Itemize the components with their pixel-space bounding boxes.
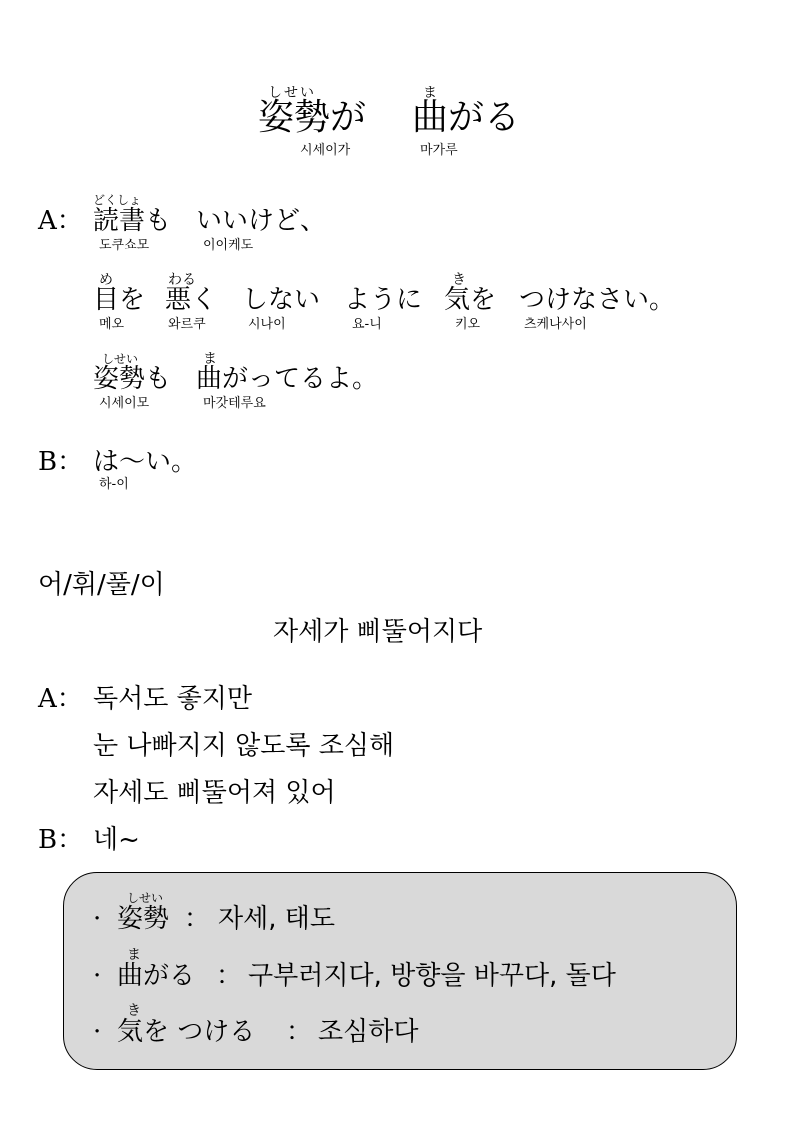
vocab-word-2: 曲がる	[117, 961, 196, 991]
line1-reading-2: 이이케도	[203, 238, 254, 253]
vocab-furigana-2: ま	[127, 947, 141, 963]
translation-title: 자세가 삐뚤어지다	[273, 617, 483, 647]
translation-line-2: 눈 나빠지지 않도록 조심해	[93, 731, 395, 761]
line2-reading-6: 츠케나사이	[524, 317, 587, 332]
vocab-bullet-1: ·	[93, 904, 102, 934]
line3-furigana-shisei: しせい	[102, 352, 139, 366]
line3-reading-1: 시세이모	[99, 396, 150, 411]
vocab-heading: 어/휘/풀/이	[38, 570, 165, 600]
line3-word-2: 曲がってるよ。	[196, 364, 379, 394]
translation-line-1: 독서도 좋지만	[93, 684, 252, 714]
title-furigana-ma: ま	[423, 85, 437, 101]
line2-word-3: しない	[242, 285, 321, 315]
line3-reading-2: 마갓테루요	[203, 396, 266, 411]
vocab-meaning-3: 조심하다	[318, 1017, 419, 1047]
line2-reading-5: 키오	[455, 317, 481, 332]
vocab-furigana-1: しせい	[127, 891, 164, 905]
vocab-meaning-2: 구부러지다, 방향을 바꾸다, 돌다	[248, 961, 616, 991]
line2-furigana-me: め	[99, 272, 113, 288]
vocab-meaning-1: 자세, 태도	[218, 904, 335, 934]
vocab-bullet-2: ·	[93, 961, 102, 991]
line2-word-1: 目を	[93, 285, 146, 315]
title-reading-2: 마가루	[420, 143, 458, 158]
line2-reading-3: 시나이	[248, 317, 286, 332]
vocab-word-1: 姿勢	[117, 904, 170, 934]
translation-b-line: 네~	[93, 825, 140, 855]
line2-word-6: つけなさい。	[519, 285, 676, 315]
vocab-sep-2: ：	[216, 961, 243, 991]
line2-reading-2: 와르쿠	[168, 317, 206, 332]
line2-furigana-waru: わる	[168, 272, 196, 288]
vocab-furigana-3: き	[127, 1003, 141, 1019]
title-furigana-shisei: しせい	[268, 85, 316, 101]
line2-word-5: 気を	[444, 285, 497, 315]
title-reading-1: 시세이가	[300, 143, 351, 158]
translation-speaker-b: B：	[38, 825, 84, 855]
line2-furigana-ki: き	[452, 272, 466, 288]
line2-reading-4: 요-니	[352, 317, 382, 332]
line3-furigana-ma: ま	[203, 351, 217, 367]
translation-line-3: 자세도 삐뚤어져 있어	[93, 778, 336, 808]
speaker-b-label: B：	[38, 447, 84, 477]
line1-reading-1: 도쿠쇼모	[99, 238, 150, 253]
vocab-sep-3: ：	[286, 1017, 313, 1047]
line4-reading-1: 하-이	[99, 477, 129, 492]
line1-furigana: どくしょ	[93, 193, 142, 207]
line3-word-1: 姿勢も	[93, 364, 172, 394]
page-title-part1: 姿勢が	[258, 97, 367, 138]
line1-word-2: いいけど、	[196, 206, 327, 236]
line2-word-4: ように	[344, 285, 423, 315]
vocab-sep-1: ：	[184, 904, 211, 934]
speaker-a-label: A：	[38, 206, 83, 236]
line4-word-1: は～い。	[93, 447, 198, 477]
page-title-part2: 曲がる	[412, 97, 521, 138]
translation-speaker-a: A：	[38, 684, 83, 714]
line2-reading-1: 메오	[99, 317, 125, 332]
line1-word-1: 読書も	[93, 206, 172, 236]
line2-word-2: 悪く	[165, 285, 218, 315]
vocab-bullet-3: ·	[93, 1017, 102, 1047]
vocab-word-3: 気を つける	[117, 1017, 256, 1047]
